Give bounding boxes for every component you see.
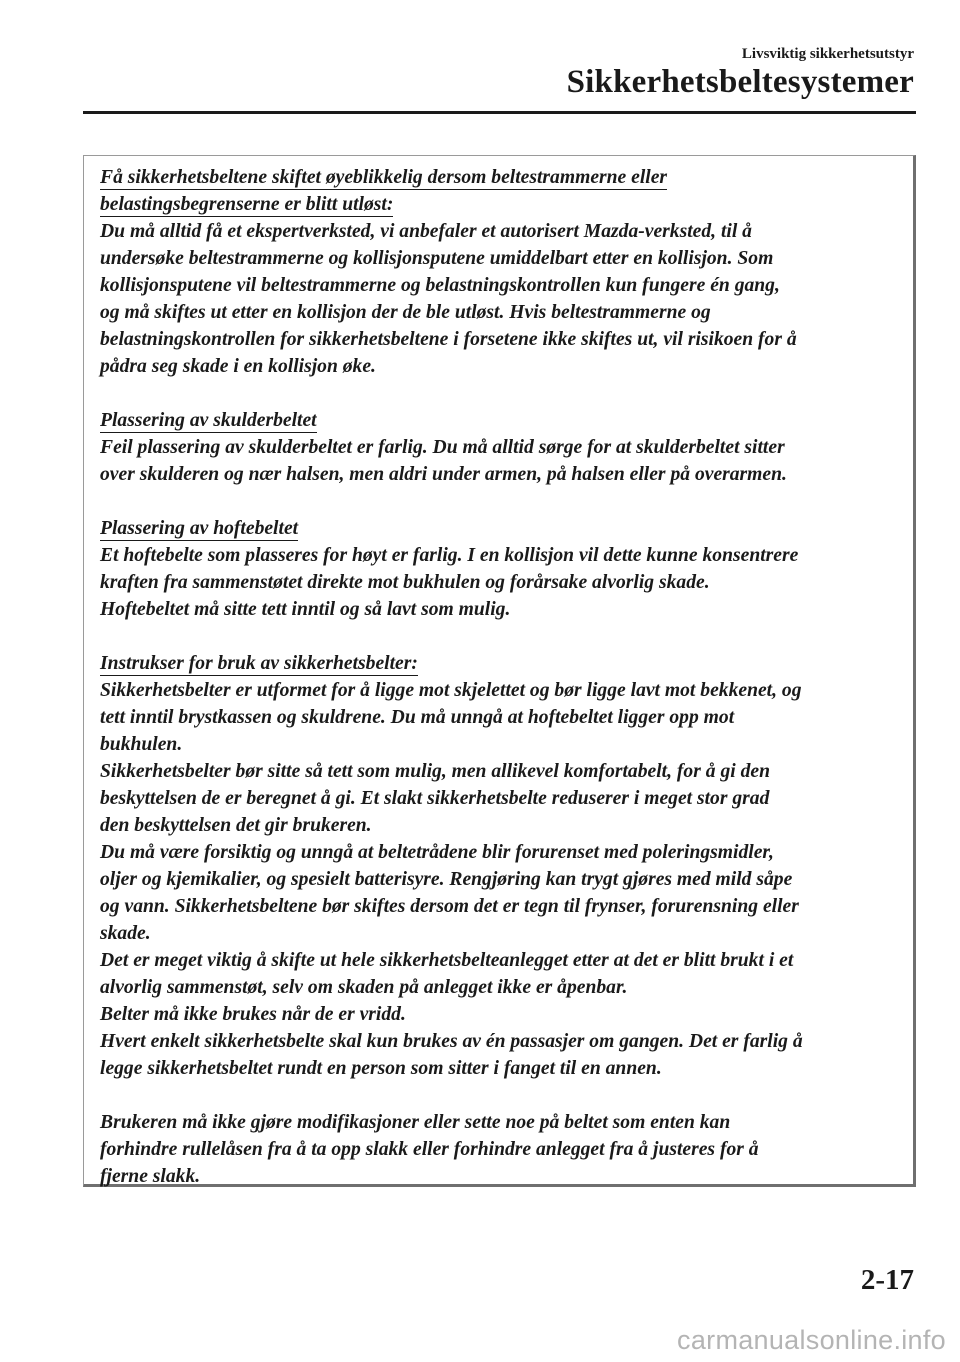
warning-text-line: forhindre rullelåsen fra å ta opp slakk eller forhindre anlegget fra å justeres for å [100,1139,759,1160]
warning-text-line: Hvert enkelt sikkerhetsbelte skal kun brukes av én passasjer om gangen. Det er farlig å [100,1031,803,1052]
warning-text-line: over skulderen og nær halsen, men aldri under armen, på halsen eller på overarmen. [100,464,787,485]
warning-text-line: bukhulen. [100,734,183,755]
warning-heading-line: belastingsbegrenserne er blitt utløst: [100,194,394,215]
warning-text-line: oljer og kjemikalier, og spesielt batterisyre. Rengjøring kan trygt gjøres med mild såpe [100,869,793,890]
warning-text-line: kollisjonsputene vil beltestrammerne og belastningskontrollen kun fungere én gang, [100,275,780,296]
warning-text-line: Du må alltid få et ekspertverksted, vi anbefaler et autorisert Mazda-verksted, til å [100,221,752,242]
warning-text-line: Det er meget viktig å skifte ut hele sikkerhetsbelteanlegget etter at det er blitt brukt i et [100,950,794,971]
warning-block-lap-belt [100,515,899,623]
warning-text-line: belastningskontrollen for sikkerhetsbeltene i forsetene ikke skiftes ut, vil risikoen for å [100,329,797,350]
warning-text-line: Sikkerhetsbelter er utformet for å ligge mot skjelettet og bør ligge lavt mot bekkenet, og [100,680,802,701]
warning-text-line: Du må være forsiktig og unngå at beltetrådene blir forurenset med poleringsmidler, [100,842,774,863]
warning-text-line: Feil plassering av skulderbeltet er farlig. Du må alltid sørge for at skulderbeltet sitter [100,437,785,458]
warning-text-line: skade. [100,923,151,944]
warning-text-line: fjerne slakk. [100,1166,201,1187]
warning-text-line: Et hoftebelte som plasseres for høyt er farlig. I en kollisjon vil dette kunne konsentrere [100,545,799,566]
warning-text-line: beskyttelsen de er beregnet å gi. Et slakt sikkerhetsbelte reduserer i meget stor grad [100,788,770,809]
page-number: 2-17 [860,1264,914,1296]
warning-text-line: pådra seg skade i en kollisjon øke. [100,356,376,377]
warning-text-line: Hoftebeltet må sitte tett inntil og så lavt som mulig. [100,599,511,620]
section-label: Livsviktig sikkerhetsutstyr [741,46,914,62]
warning-block-airbag-pretensioner [100,164,899,380]
warning-text-line: den beskyttelsen det gir brukeren. [100,815,372,836]
warning-text-line: og må skiftes ut etter en kollisjon der de ble utløst. Hvis beltestrammerne og [100,302,711,323]
warning-text-line: undersøke beltestrammerne og kollisjonsputene umiddelbart etter en kollisjon. Som [100,248,774,269]
page-title: Sikkerhetsbeltesystemer [566,64,914,100]
warning-heading-line: Instrukser for bruk av sikkerhetsbelter: [100,653,418,674]
header-divider [83,111,916,114]
warning-text-line: og vann. Sikkerhetsbeltene bør skiftes dersom det er tegn til frynser, forurensning eller [100,896,799,917]
warning-heading-line: Plassering av hoftebeltet [100,518,299,539]
warning-text-line: kraften fra sammenstøtet direkte mot bukhulen og forårsake alvorlig skade. [100,572,710,593]
warning-text-line: legge sikkerhetsbeltet rundt en person som sitter i fanget til en annen. [100,1058,662,1079]
warning-box [83,155,916,1187]
warning-heading-line: Få sikkerhetsbeltene skiftet øyeblikkelig dersom beltestrammerne eller [100,167,668,188]
warning-heading-line: Plassering av skulderbeltet [100,410,317,431]
warning-text-line: Sikkerhetsbelter bør sitte så tett som mulig, men allikevel komfortabelt, for å gi den [100,761,770,782]
warning-block-modifications [100,1109,899,1190]
watermark: carmanualsonline.info [677,1325,946,1355]
warning-text-line: Brukeren må ikke gjøre modifikasjoner eller sette noe på beltet som enten kan [100,1112,731,1133]
warning-text-line: alvorlig sammenstøt, selv om skaden på anlegget ikke er åpenbar. [100,977,628,998]
warning-text-line: Belter må ikke brukes når de er vridd. [100,1004,406,1025]
warning-text-line: tett inntil brystkassen og skuldrene. Du må unngå at hoftebeltet ligger opp mot [100,707,735,728]
warning-block-shoulder-belt [100,407,899,488]
warning-block-usage-instructions [100,650,899,1082]
